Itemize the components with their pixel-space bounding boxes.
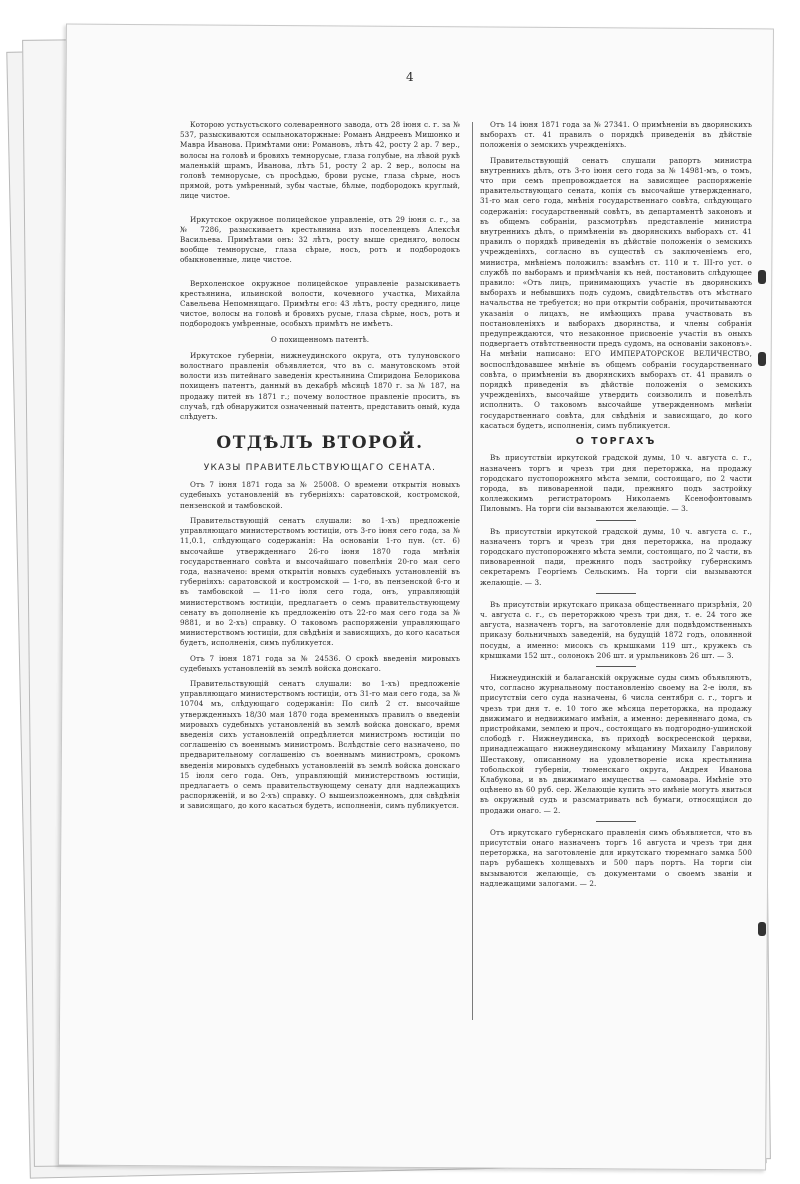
left-column xyxy=(180,120,460,817)
wanted-notice: Которою устьустьского солеваренного завода, отъ 28 іюня с. г. за № 537, разыскиваются ссыльнокаторжные: Романъ Андреевъ Мишонко и Маврa Иванова. Примѣтами они: Романовъ, лѣтъ 42, росту 2 ар. 7 вер., волосы на головѣ и бровяхъ темнорусые, глаза голубые, на лѣвой рукѣ маленькій шрамъ, Иванова, лѣтъ 51, росту 2 ар. 2 вер., волосы на головѣ темнорусые, съ просѣдью, брови русые, глаза сѣрые, носъ прямой, ротъ умѣренный, зубы частые, бѣлые, подбородокъ круглый, лице чистое. xyxy=(180,120,460,201)
separator-rule xyxy=(596,666,636,667)
auction-notice: Въ присутствіи иркутской градской думы, 10 ч. августа с. г., назначенъ торгъ и чрезъ три дня переторжка, на продажу городскаго пустопорожняго мѣста земли, состоящаго, по 2 части города, въ пивоваренной пади, прежняго подъ застройку коллежскимъ регистраторомъ Николаемъ Ксенофонтовымъ Пиловымъ. На торги сіи вызываются желающіе. — 3. xyxy=(480,453,752,514)
senate-decrees-title: УКАЗЫ ПРАВИТЕЛЬСТВУЮЩАГО СЕНАТА. xyxy=(203,463,437,474)
separator-rule xyxy=(596,821,636,822)
auction-notice: Нижнеудинскій и балаганскій окружные суды симъ объявляютъ, что, согласно журнальному постановленію своему на 2-е іюля, въ присутствіи сего суда назначены, 6 числа сентября с. г., торгъ и чрезъ три дня т. е. 10 того же мѣсяца переторжка, на продажу движимаго и недвижимаго имѣнія, а именно: деревяннаго дома, съ пристройками, землею и проч., состоящаго въ подгородно-ушинской слободѣ г. Нижнеудинска, въ приходѣ воскресенской церкви, принадлежащаго нижнеудинскому мѣщанину Михаилу Гаврилову Шестакову, описанному на удовлетвореніе иска крестьянина тобольской губерніи, тюменскаго округа, Андрея Иванова Клабукова, и въ движимаго имущества — самовара. Имѣніе это оцѣнено въ 60 руб. сер. Желающіе купить это имѣніе могутъ явиться въ окружный судъ и разсматривать всѣ бумаги, относящіяся до продажи онаго. — 2. xyxy=(480,672,752,815)
binding-hole xyxy=(758,270,766,284)
separator-rule xyxy=(596,520,636,521)
decree-heading: Отъ 14 іюня 1871 года за № 27341. О примѣненіи въ дворянскихъ выборахъ ст. 41 правилъ о порядкѣ приведенія въ дѣйствіе положенія о земскихъ учрежденіяхъ. xyxy=(480,120,752,150)
binding-hole xyxy=(758,922,766,936)
decree-text: Правительствующій сенатъ слушали: во 1-хъ) предложеніе управляющаго министерствомъ юстиціи, отъ 3-го іюня сего года, за № 11,0.1, слѣдующаго содержанія: На основаніи 1-го пун. (ст. 6) высочайше утвержденнаго 26-го іюня 1870 года мнѣнія государственнаго совѣта и высочайшаго повелѣнія 20-го мая сего года, назначено: время открытія новыхъ судебныхъ установленій въ губерніяхъ: саратовской и костромской — 1-го, въ пензенской 6-го и въ тамбовской — 11-го іюля сего года, онъ, управляющій министерствомъ юстиціи, предлагаетъ о семъ правительствующему сенату въ дополненіе къ предложенію отъ 22-го мая сего года за № 9881, и во 2-хъ) справку. О таковомъ распоряженіи управляющаго министерствомъ юстиціи, для свѣдѣнія и зависящихъ, до кого касаться будетъ, исполненія, симъ публикуется. xyxy=(180,515,460,648)
column-divider xyxy=(472,122,473,1020)
right-column xyxy=(480,120,752,894)
binding-hole xyxy=(758,352,766,366)
auction-notice: Отъ иркутскаго губернскаго правленія симъ объявляется, что въ присутствіи онаго назначенъ торгъ 16 августа и чрезъ три дня переторжка, на заготовленіе для иркутскаго тюремнаго замка 500 паръ рубашекъ холщевыхъ и 500 паръ портъ. На торги сіи вызываются желающіе, съ документами о своемъ званіи и надлежащими залогами. — 2. xyxy=(480,827,752,888)
wanted-notice: Верхоленское окружное полицейское управленіе разыскиваетъ крестьянина, ильинской волости, кочевного участка, Михайла Савельева Непомнящаго. Примѣты его: 43 лѣтъ, росту средняго, лице чистое, волосы на головѣ и бровяхъ русые, глаза сѣрые, носъ, ротъ и подбородокъ умѣренные, особыхъ примѣтъ не имѣетъ. xyxy=(180,278,460,329)
stolen-patent-notice: Иркутское губерніи, нижнеудинского округа, отъ тулуновского волостнаго правленія объявляется, что въ с. манутовскомъ этой волости изъ питейнаго заведенія крестьянина Спиридона Белорикова похищенъ патентъ, данный въ декабрѣ мѣсяцѣ 1870 г. за № 187, на продажу питей въ 1871 г.; почему волостное правленіе проситъ, въ случаѣ, гдѣ обнаружится означенный патентъ, представить оный, куда слѣдуетъ. xyxy=(180,350,460,422)
decree-heading: Отъ 7 іюня 1871 года за № 24536. О срокѣ введенія мировыхъ судебныхъ установленій въ землѣ войска донскаго. xyxy=(180,653,460,673)
page-number: 4 xyxy=(406,70,414,84)
separator-rule xyxy=(596,593,636,594)
section-title: ОТДѢЛЪ ВТОРОЙ. xyxy=(216,433,424,454)
stolen-patent-heading: О похищенномъ патентѣ. xyxy=(270,334,370,344)
decree-text: Правительствующій сенатъ слушали: во 1-хъ) предложеніе управляющаго министерствомъ юстиціи, отъ 31-го мая сего года, за № 10704 мъ, слѣдующаго содержанія: По силѣ 2 ст. высочайше утвержденныхъ 18/30 мая 1870 года временныхъ правилъ о введеніи мировыхъ судебныхъ установленій въ землѣ войска донскаго, время введенія сихъ установленій опредѣляется министромъ юстиціи по соглашенію съ военнымъ министромъ. Вслѣдствіе сего назначено, по предварительному соглашенію съ военнымъ министромъ, срокомъ введенія мировыхъ судебныхъ установленій въ землѣ войска донскаго 15 іюля сего года. Онъ, управляющій министерствомъ юстиціи, предлагаетъ о семъ правительствующему сенату для надлежащихъ распоряженій, и во 2-хъ) справку. О вышеизложенномъ, для свѣдѣнія и зависящаго, до кого касаться будетъ, исполненія, симъ публикуется. xyxy=(180,678,460,811)
decree-text: Правительствующій сенатъ слушали рапортъ министра внутреннихъ дѣлъ, отъ 3-го іюня сего года за № 14981-мъ, о томъ, что при семъ препровождается на зависящее распоряженіе правительствующаго сената, копія съ высочайше утвержденнаго, 31-го мая сего года, мнѣнія государственнаго совѣта, слѣдующаго содержанія: государственный совѣтъ, въ департаментѣ законовъ и въ общемъ собраніи, разсмотрѣвъ представленіе министра внутреннихъ дѣлъ, о примѣненіи въ дворянскихъ выборахъ ст. 41 правилъ о порядкѣ приведенія въ дѣйствіе положенія о земскихъ учрежденіяхъ, согласно въ существѣ съ заключеніемъ его, министра, мнѣніемъ положилъ: взамѣнъ ст. 110 и т. III-го уст. о службѣ по выборамъ и примѣчанія къ ней, постановить слѣдующее правило: «Отъ лицъ, принимающихъ участіе въ дворянскихъ выборахъ и небывшихъ подъ судомъ, свидѣтельствъ отъ мѣстнаго начальства не требуется; но при открытіи собранія, прочитываются указанія о лицахъ, не имѣющихъ права участвовать въ постановленіяхъ и выборахъ дворянства, и члены собранія предупреждаются, что незаконное присвоеніе участія въ оныхъ подвергаетъ отвѣтственности предъ судомъ, на основаніи законовъ». На мнѣніи написано: ЕГО ИМПЕРАТОРСКОЕ ВЕЛИЧЕСТВО, воспослѣдовавшее мнѣніе въ общемъ собраніи государственнаго совѣта, о примѣненіи въ дворянскихъ выборахъ ст. 41 правилъ о порядкѣ приведенія въ дѣйствіе положенія о земскихъ учрежденіяхъ, высочайше утвердить соизволилъ и повелѣлъ исполнить. О таковомъ высочайше утвержденномъ мнѣніи государственнаго совѣта, для свѣдѣнія и зависящаго, до кого касаться будетъ, исполненія, симъ публикуется. xyxy=(480,155,752,430)
wanted-notice: Иркутское окружное полицейское управленіе, отъ 29 іюня с. г., за № 7286, разыскиваетъ крестьянина изъ поселенцевъ Алексѣя Васильева. Примѣтами онъ: 32 лѣтъ, росту выше средняго, волосы вообще темнорусые, глаза сѣрые, носъ, ротъ и подбородокъ обыкновенные, лице чистое. xyxy=(180,214,460,265)
auction-notice: Въ присутствіи иркутской градской думы, 10 ч. августа с. г., назначенъ торгъ и чрезъ три дня переторжка, на продажу городскаго пустопорожняго мѣста земли, состоящаго, по 2 части, въ пивоваренной пади, прежняго подъ застройку губернскимъ секретаремъ Георгіемъ Сельскимъ. На торги сіи вызываются желающіе. — 3. xyxy=(480,526,752,587)
auction-notice: Въ присутствіи иркутскаго приказа общественнаго призрѣнія, 20 ч. августа с. г., съ переторжкою чрезъ три дня, т. е. 24 того же августа, назначенъ торгъ, на заготовленіе для подвѣдомственныхъ приказу больничныхъ заведеній, на будущій 1872 годъ, оловянной посуды, а именно: мисокъ съ крышками 119 шт., кружекъ съ крышками 152 шт., солонокъ 206 шт. и урыльниковъ 26 шт. — 3. xyxy=(480,599,752,660)
auctions-heading: О ТОРГАХЪ xyxy=(575,436,657,448)
decree-heading: Отъ 7 іюня 1871 года за № 25008. О времени открытія новыхъ судебныхъ установленій въ губерніяхъ: саратовской, костромской, пензенской и тамбовской. xyxy=(180,480,460,510)
